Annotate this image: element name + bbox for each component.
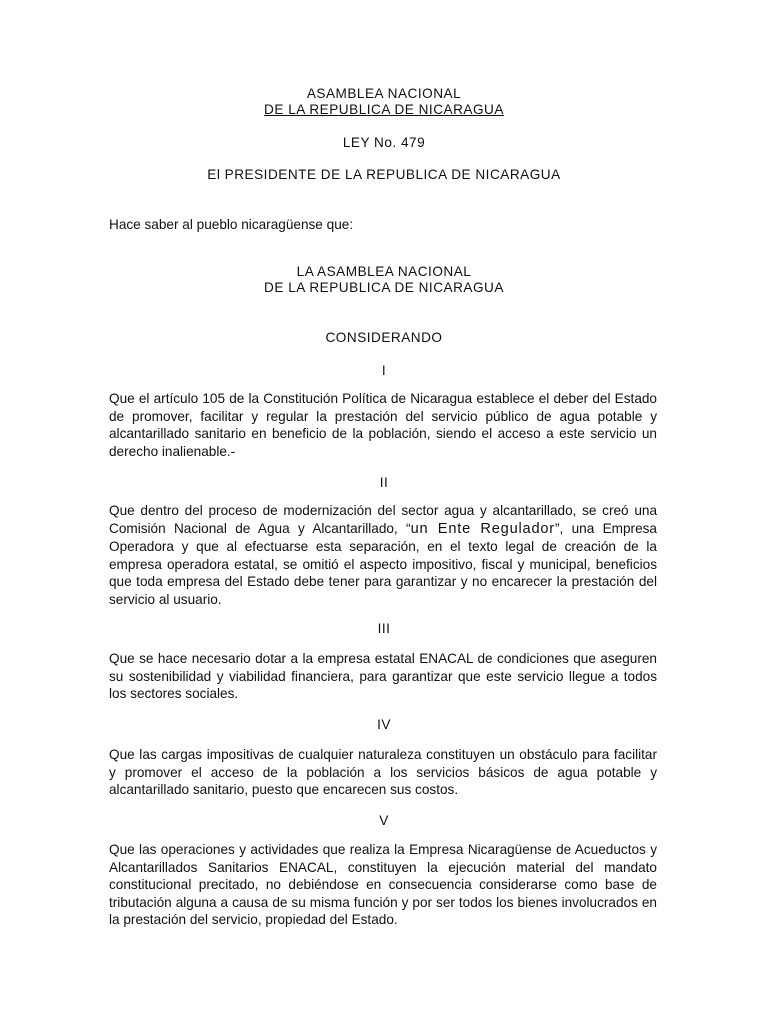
section-numeral: IV — [377, 717, 391, 732]
section-text-before: Que dentro del proceso de modernización del sector agua y alcantarillado, se creó una Comisión Nacional de Agua y Alcantarillado, “ — [109, 503, 657, 536]
section-numeral: V — [379, 813, 389, 828]
section-paragraph: Que el artículo 105 de la Constitución Política de Nicaragua establece el deber del Estado de promover, facilitar y regular la prestación del servicio público de agua potable y alcantarillado sanitario en beneficio de la población, siendo el acceso a este servicio un derecho inalienable.- — [109, 391, 657, 459]
section-numeral: II — [379, 475, 389, 490]
section-numeral: III — [377, 621, 391, 636]
assembly-line-2: DE LA REPUBLICA DE NICARAGUA — [264, 280, 504, 295]
section-paragraph: Que las cargas impositivas de cualquier naturaleza constituyen un obstáculo para facilitar y promover el acceso de la población a los servicios básicos de agua potable y alcantarillado sanitario, puesto que encarecen sus costos. — [109, 747, 657, 798]
header-line-1: ASAMBLEA NACIONAL — [306, 86, 462, 101]
assembly-line-1: LA ASAMBLEA NACIONAL — [296, 264, 472, 279]
section-text-after: ”, una Empresa Operadora y que al efectuarse esta separación, en el texto legal de creación de la empresa operadora estatal, se omitió el aspecto impositivo, fiscal y municipal, beneficios que toda empresa del Estado debe tener para garantizar y no encarecer la prestación del servicio al usuario. — [109, 520, 657, 607]
considerando-title: CONSIDERANDO — [325, 330, 443, 345]
header-line-2: DE LA REPUBLICA DE NICARAGUA — [264, 102, 504, 117]
president-line: El PRESIDENTE DE LA REPUBLICA DE NICARAGUA — [207, 167, 561, 182]
ente-regulador-emphasis: un Ente Regulador — [410, 520, 555, 537]
section-paragraph: Que se hace necesario dotar a la empresa estatal ENACAL de condiciones que aseguren su sostenibilidad y viabilidad financiera, para garantizar que este servicio llegue a todos los sectores sociales. — [109, 651, 657, 702]
section-numeral: I — [381, 363, 387, 378]
law-number: LEY No. 479 — [342, 135, 426, 150]
intro-text: Hace saber al pueblo nicaragüense que: — [109, 217, 354, 232]
section-paragraph: Que las operaciones y actividades que realiza la Empresa Nicaragüense de Acueductos y Alcantarillados Sanitarios ENACAL, constituyen la ejecución material del mandato constitucional precitado, no debiéndose en consecuencia considerarse como base de tributación alguna a causa de su misma función y por ser todos los bienes involucrados en la prestación del servicio, propiedad del Estado. — [109, 842, 657, 928]
section-paragraph — [109, 502, 657, 609]
